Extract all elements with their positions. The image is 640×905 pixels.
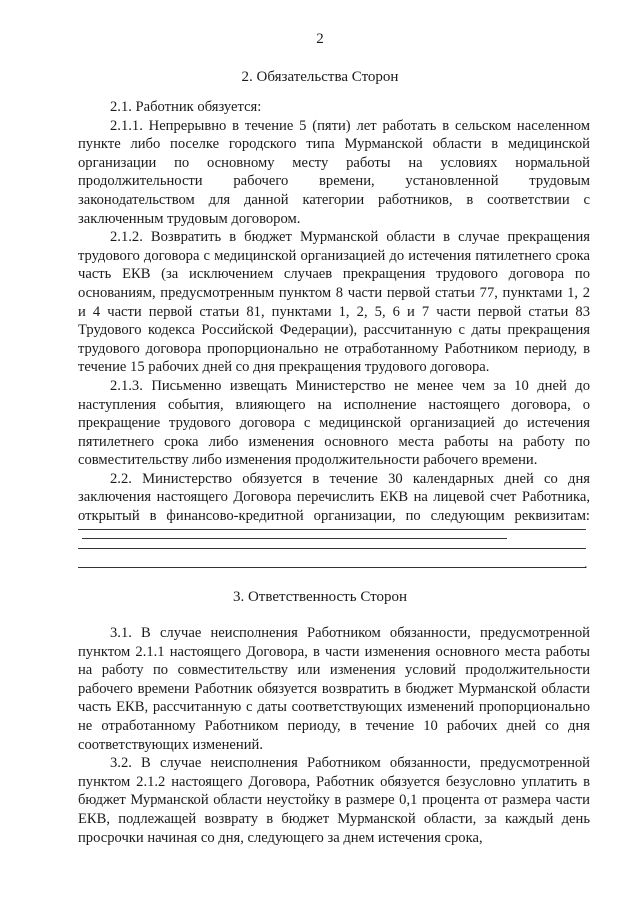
page-number: 2 — [316, 31, 324, 47]
section-3-title: 3. Ответственность Сторон — [232, 589, 408, 605]
paragraph-3-1: 3.1. В случае неисполнения Работником обязанности, предусмотренной пунктом 2.1.1 настоящего Договора, в части изменения основного места работы на работу по совместительству или изменения условий продолжительности рабочего времени Работник обязуется возвратить в бюджет Мурманской области часть ЕКВ, рассчитанную с даты соответствующих изменений пропорционально не отработанному Работником периоду, в течение 10 рабочих дней со дня соответствующих изменений. — [78, 625, 590, 753]
section-2-body — [78, 98, 590, 544]
requisites-line-3 — [78, 567, 590, 568]
paragraph-2-2-text: 2.2. Министерство обязуется в течение 30 календарных дней со дня заключения настоящего Договора перечислить ЕКВ на лицевой счет Работника, открытый в финансово-кредитной организации, по следующим реквизитам: — [78, 470, 590, 525]
requisites-line-2 — [78, 548, 590, 549]
requisites-line-1 — [78, 529, 590, 530]
paragraph-3-2: 3.2. В случае неисполнения Работником обязанности, предусмотренной пунктом 2.1.2 настоящего Договора, Работник обязуется безусловно уплатить в бюджет Мурманской области неустойку в размере 0,1 процента от размера части ЕКВ, подлежащей возврату в бюджет Мурманской области, за каждый день просрочки начиная со дня, следующего за днем истечения срока, — [78, 755, 590, 846]
paragraph-2-1-3: 2.1.3. Письменно извещать Министерство не менее чем за 10 дней до наступления события, влияющего на исполнение настоящего договора, о прекращение трудового договора с медицинской организацией до истечения пятилетнего срока либо изменения основного места работы на работу по совместительству либо изменения продолжительности рабочего времени. — [78, 377, 590, 469]
paragraph-2-1-1: 2.1.1. Непрерывно в течение 5 (пяти) лет работать в сельском населенном пункте либо поселке городского типа Мурманской области в медицинской организации по основному месту работы на условиях нормальной продолжительности рабочего времени, установленной трудовым законодательством для данной категории работников, в соответствии с заключенным трудовым договором. — [78, 117, 590, 227]
paragraph-2-1-2: 2.1.2. Возвратить в бюджет Мурманской области в случае прекращения трудового договора с медицинской организацией до истечения пятилетнего срока часть ЕКВ (за исключением случаев прекращения трудового договора по основаниям, предусмотренным пунктом 8 части первой статьи 77, пунктами 1, 2 и 4 части первой статьи 81, пунктами 1, 2, 5, 6 и 7 части первой статьи 83 Трудового кодекса Российской Федерации), рассчитанную с даты прекращения трудового договора пропорционально не отработанному Работником периоду, в течение 15 рабочих дней со дня прекращения трудового договора. — [78, 229, 590, 376]
requisites-fill-line — [82, 526, 507, 539]
section-3-body — [78, 624, 590, 847]
section-2-title: 2. Обязательства Сторон — [241, 69, 399, 85]
paragraph-2-2 — [78, 470, 590, 544]
requisites-end-dot: . — [584, 557, 588, 572]
paragraph-2-1: 2.1. Работник обязуется: — [110, 99, 262, 115]
